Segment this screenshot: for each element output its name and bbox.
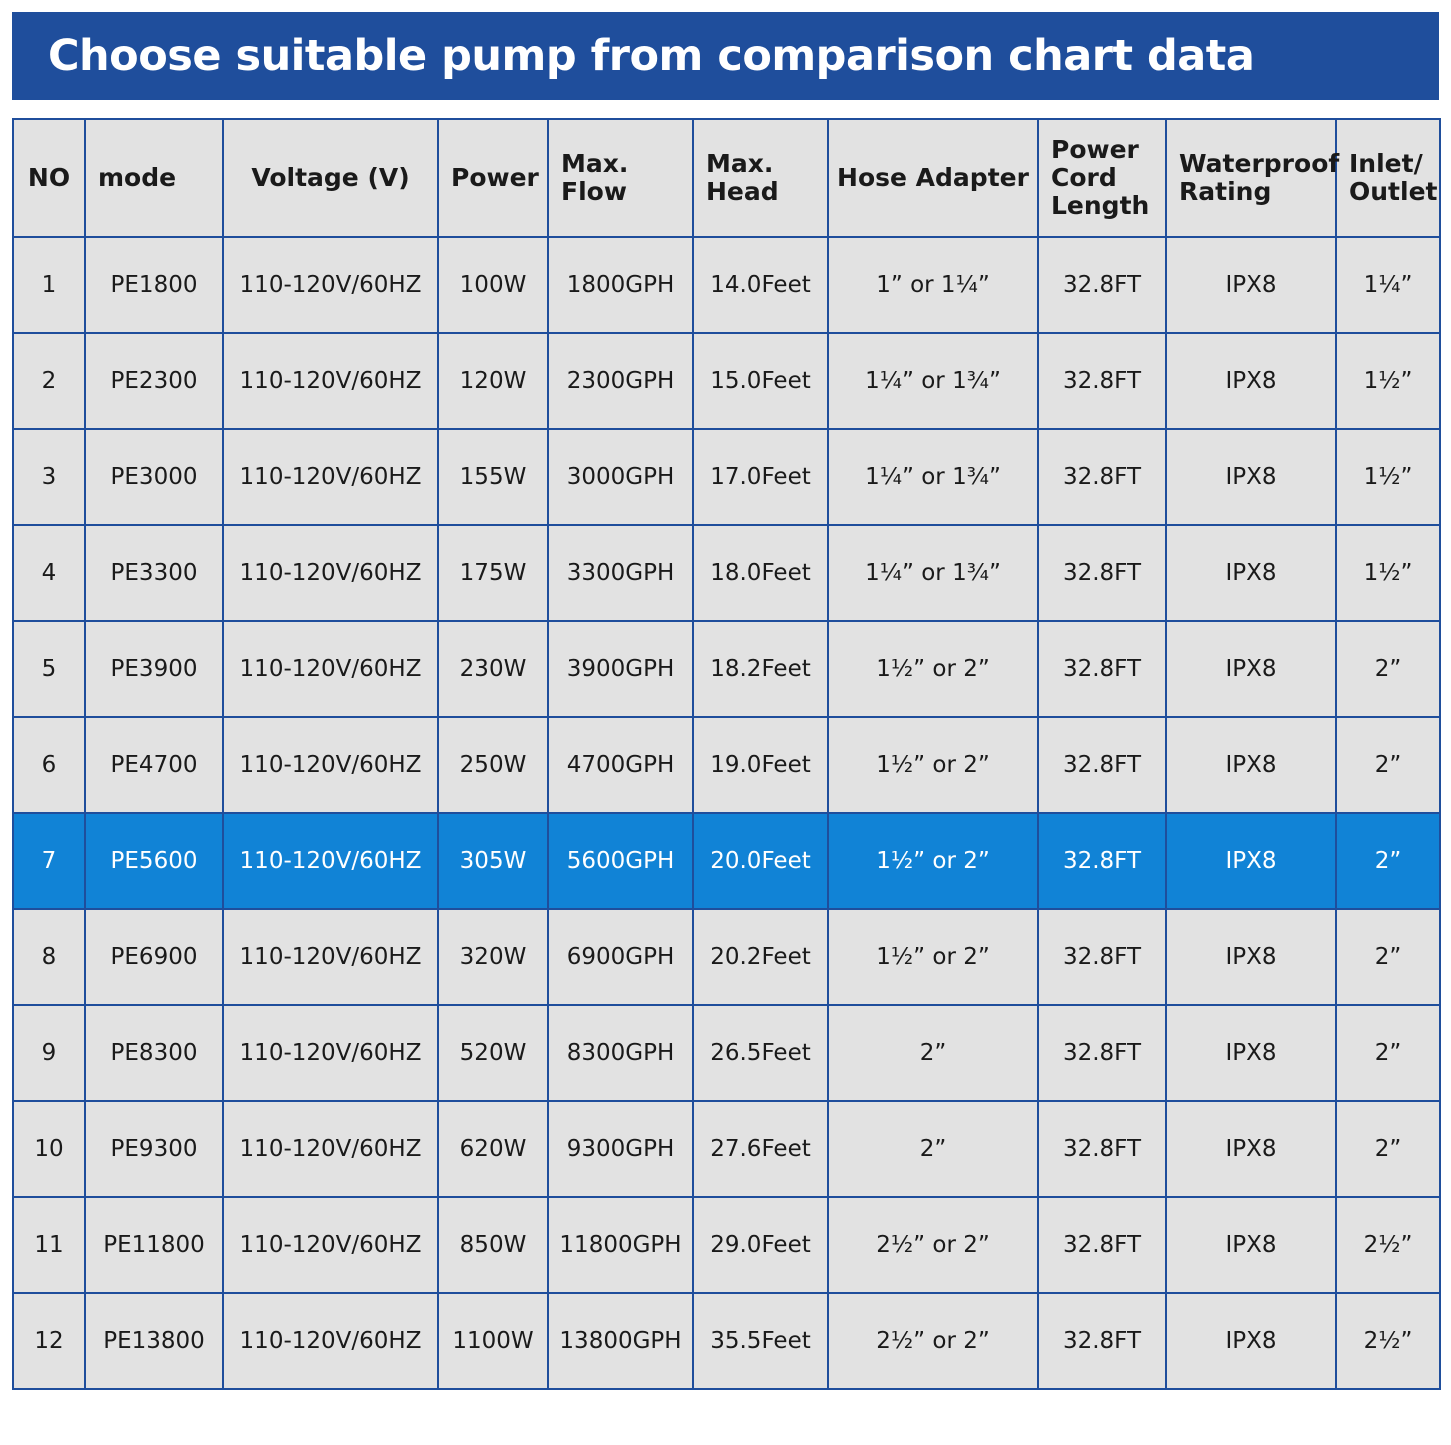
cell-max-flow: 13800GPH	[548, 1293, 693, 1389]
cell-max-head: 19.0Feet	[693, 717, 828, 813]
column-header-waterproof: Waterproof Rating	[1166, 119, 1336, 237]
cell-no: 3	[13, 429, 85, 525]
cell-no: 2	[13, 333, 85, 429]
cell-power: 320W	[438, 909, 548, 1005]
cell-mode: PE8300	[85, 1005, 223, 1101]
cell-mode: PE3300	[85, 525, 223, 621]
cell-mode: PE3900	[85, 621, 223, 717]
cell-inlet-outlet: 2”	[1336, 1101, 1440, 1197]
cell-hose-adapter: 1¹⁄₂” or 2”	[828, 909, 1038, 1005]
cell-voltage: 110-120V/60HZ	[223, 333, 438, 429]
cell-voltage: 110-120V/60HZ	[223, 1101, 438, 1197]
cell-power: 250W	[438, 717, 548, 813]
cell-power: 175W	[438, 525, 548, 621]
cell-power: 520W	[438, 1005, 548, 1101]
table-row[interactable]	[13, 909, 1440, 1005]
table-row[interactable]	[13, 525, 1440, 621]
cell-waterproof: IPX8	[1166, 909, 1336, 1005]
cell-hose-adapter: 1¹⁄₄” or 1³⁄₄”	[828, 429, 1038, 525]
cell-mode: PE4700	[85, 717, 223, 813]
cell-waterproof: IPX8	[1166, 333, 1336, 429]
cell-hose-adapter: 1¹⁄₂” or 2”	[828, 813, 1038, 909]
column-header-inlet-outlet: Inlet/ Outlet	[1336, 119, 1440, 237]
cell-inlet-outlet: 1¹⁄₄”	[1336, 237, 1440, 333]
cell-max-flow: 3900GPH	[548, 621, 693, 717]
cell-hose-adapter: 2¹⁄₂” or 2”	[828, 1197, 1038, 1293]
cell-no: 1	[13, 237, 85, 333]
cell-inlet-outlet: 1¹⁄₂”	[1336, 333, 1440, 429]
cell-max-head: 14.0Feet	[693, 237, 828, 333]
cell-cord-length: 32.8FT	[1038, 1101, 1166, 1197]
page-title: Choose suitable pump from comparison chart data	[48, 31, 1255, 81]
cell-cord-length: 32.8FT	[1038, 237, 1166, 333]
cell-hose-adapter: 2”	[828, 1005, 1038, 1101]
cell-power: 100W	[438, 237, 548, 333]
cell-max-head: 20.0Feet	[693, 813, 828, 909]
cell-power: 120W	[438, 333, 548, 429]
cell-power: 155W	[438, 429, 548, 525]
cell-voltage: 110-120V/60HZ	[223, 1005, 438, 1101]
cell-max-head: 15.0Feet	[693, 333, 828, 429]
cell-hose-adapter: 1¹⁄₂” or 2”	[828, 717, 1038, 813]
cell-power: 305W	[438, 813, 548, 909]
cell-mode: PE11800	[85, 1197, 223, 1293]
cell-mode: PE9300	[85, 1101, 223, 1197]
cell-hose-adapter: 2”	[828, 1101, 1038, 1197]
cell-waterproof: IPX8	[1166, 621, 1336, 717]
table-row[interactable]	[13, 237, 1440, 333]
cell-power: 230W	[438, 621, 548, 717]
cell-mode: PE13800	[85, 1293, 223, 1389]
cell-max-flow: 8300GPH	[548, 1005, 693, 1101]
column-header-cord-length: Power Cord Length	[1038, 119, 1166, 237]
cell-power: 850W	[438, 1197, 548, 1293]
cell-max-head: 35.5Feet	[693, 1293, 828, 1389]
table-row[interactable]	[13, 1197, 1440, 1293]
cell-voltage: 110-120V/60HZ	[223, 237, 438, 333]
table-row[interactable]	[13, 1005, 1440, 1101]
cell-cord-length: 32.8FT	[1038, 333, 1166, 429]
cell-max-flow: 2300GPH	[548, 333, 693, 429]
cell-waterproof: IPX8	[1166, 1197, 1336, 1293]
cell-voltage: 110-120V/60HZ	[223, 1197, 438, 1293]
cell-voltage: 110-120V/60HZ	[223, 813, 438, 909]
cell-hose-adapter: 1” or 1¹⁄₄”	[828, 237, 1038, 333]
cell-mode: PE6900	[85, 909, 223, 1005]
cell-max-head: 26.5Feet	[693, 1005, 828, 1101]
cell-max-flow: 3000GPH	[548, 429, 693, 525]
table-body	[13, 237, 1440, 1389]
table-row[interactable]	[13, 813, 1440, 909]
cell-voltage: 110-120V/60HZ	[223, 1293, 438, 1389]
table-row[interactable]	[13, 333, 1440, 429]
cell-mode: PE3000	[85, 429, 223, 525]
cell-inlet-outlet: 2”	[1336, 909, 1440, 1005]
cell-voltage: 110-120V/60HZ	[223, 525, 438, 621]
cell-max-flow: 6900GPH	[548, 909, 693, 1005]
column-header-hose-adapter: Hose Adapter	[828, 119, 1038, 237]
cell-inlet-outlet: 2”	[1336, 621, 1440, 717]
table-header-row	[13, 119, 1440, 237]
cell-voltage: 110-120V/60HZ	[223, 429, 438, 525]
cell-no: 5	[13, 621, 85, 717]
cell-voltage: 110-120V/60HZ	[223, 909, 438, 1005]
cell-waterproof: IPX8	[1166, 717, 1336, 813]
cell-cord-length: 32.8FT	[1038, 1005, 1166, 1101]
cell-no: 12	[13, 1293, 85, 1389]
cell-cord-length: 32.8FT	[1038, 1197, 1166, 1293]
cell-cord-length: 32.8FT	[1038, 429, 1166, 525]
cell-max-head: 18.0Feet	[693, 525, 828, 621]
cell-inlet-outlet: 1¹⁄₂”	[1336, 525, 1440, 621]
pump-comparison-table	[12, 118, 1441, 1390]
table-row[interactable]	[13, 621, 1440, 717]
cell-voltage: 110-120V/60HZ	[223, 621, 438, 717]
cell-no: 10	[13, 1101, 85, 1197]
cell-cord-length: 32.8FT	[1038, 525, 1166, 621]
cell-waterproof: IPX8	[1166, 429, 1336, 525]
cell-max-head: 18.2Feet	[693, 621, 828, 717]
cell-waterproof: IPX8	[1166, 525, 1336, 621]
column-header-no: NO	[13, 119, 85, 237]
cell-cord-length: 32.8FT	[1038, 717, 1166, 813]
cell-max-flow: 5600GPH	[548, 813, 693, 909]
cell-waterproof: IPX8	[1166, 813, 1336, 909]
cell-mode: PE2300	[85, 333, 223, 429]
cell-max-flow: 9300GPH	[548, 1101, 693, 1197]
cell-inlet-outlet: 2¹⁄₂”	[1336, 1293, 1440, 1389]
cell-waterproof: IPX8	[1166, 237, 1336, 333]
column-header-max-flow: Max. Flow	[548, 119, 693, 237]
cell-inlet-outlet: 2”	[1336, 813, 1440, 909]
cell-waterproof: IPX8	[1166, 1005, 1336, 1101]
cell-cord-length: 32.8FT	[1038, 909, 1166, 1005]
cell-max-head: 20.2Feet	[693, 909, 828, 1005]
cell-voltage: 110-120V/60HZ	[223, 717, 438, 813]
cell-cord-length: 32.8FT	[1038, 621, 1166, 717]
cell-no: 8	[13, 909, 85, 1005]
column-header-power: Power	[438, 119, 548, 237]
column-header-mode: mode	[85, 119, 223, 237]
cell-max-flow: 4700GPH	[548, 717, 693, 813]
cell-max-head: 29.0Feet	[693, 1197, 828, 1293]
table-row[interactable]	[13, 717, 1440, 813]
cell-inlet-outlet: 1¹⁄₂”	[1336, 429, 1440, 525]
cell-inlet-outlet: 2”	[1336, 717, 1440, 813]
cell-no: 7	[13, 813, 85, 909]
cell-hose-adapter: 1¹⁄₂” or 2”	[828, 621, 1038, 717]
page-title-bar	[12, 12, 1439, 100]
cell-mode: PE5600	[85, 813, 223, 909]
cell-cord-length: 32.8FT	[1038, 1293, 1166, 1389]
cell-no: 6	[13, 717, 85, 813]
cell-cord-length: 32.8FT	[1038, 813, 1166, 909]
cell-max-flow: 1800GPH	[548, 237, 693, 333]
cell-max-flow: 3300GPH	[548, 525, 693, 621]
cell-hose-adapter: 1¹⁄₄” or 1³⁄₄”	[828, 525, 1038, 621]
cell-no: 9	[13, 1005, 85, 1101]
cell-power: 1100W	[438, 1293, 548, 1389]
cell-waterproof: IPX8	[1166, 1293, 1336, 1389]
cell-hose-adapter: 2¹⁄₂” or 2”	[828, 1293, 1038, 1389]
cell-mode: PE1800	[85, 237, 223, 333]
cell-no: 4	[13, 525, 85, 621]
cell-power: 620W	[438, 1101, 548, 1197]
cell-hose-adapter: 1¹⁄₄” or 1³⁄₄”	[828, 333, 1038, 429]
column-header-max-head: Max. Head	[693, 119, 828, 237]
column-header-voltage: Voltage (V)	[223, 119, 438, 237]
cell-inlet-outlet: 2¹⁄₂”	[1336, 1197, 1440, 1293]
cell-no: 11	[13, 1197, 85, 1293]
cell-max-flow: 11800GPH	[548, 1197, 693, 1293]
table-row[interactable]	[13, 429, 1440, 525]
cell-max-head: 17.0Feet	[693, 429, 828, 525]
cell-inlet-outlet: 2”	[1336, 1005, 1440, 1101]
cell-waterproof: IPX8	[1166, 1101, 1336, 1197]
cell-max-head: 27.6Feet	[693, 1101, 828, 1197]
table-row[interactable]	[13, 1293, 1440, 1389]
table-row[interactable]	[13, 1101, 1440, 1197]
